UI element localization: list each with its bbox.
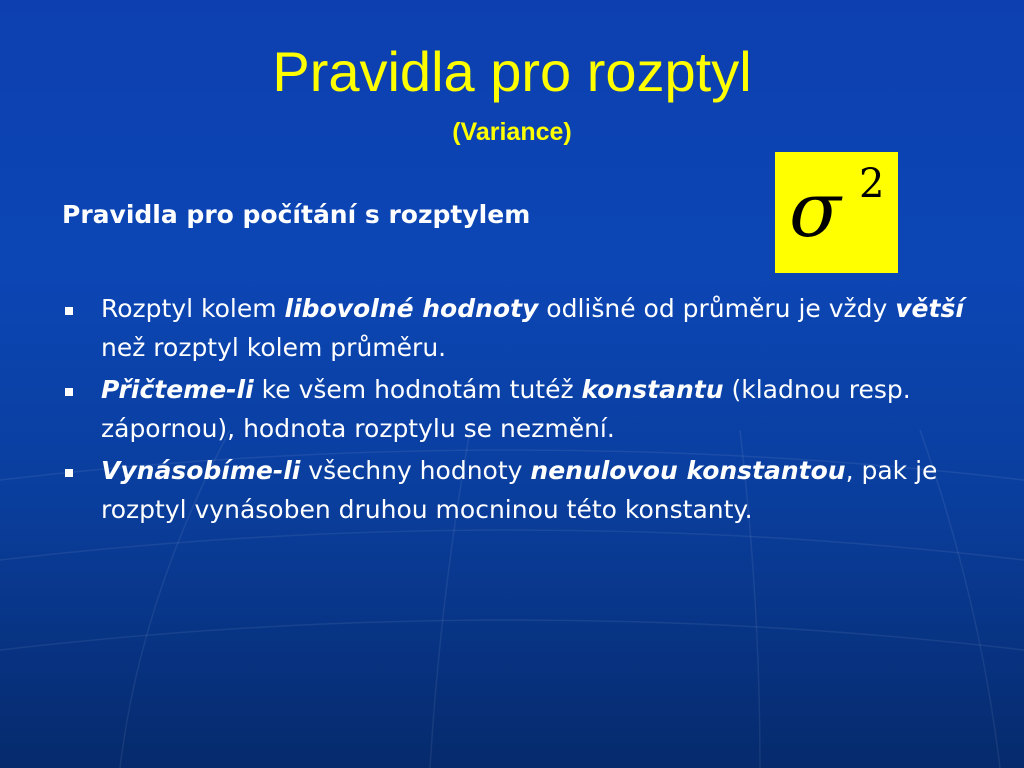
bullet-emphasis: libovolné hodnoty [284,294,539,323]
slide-subtitle: (Variance) [452,118,572,146]
square-bullet-icon [65,307,73,315]
bullet-item [62,371,982,448]
bullet-list [62,290,982,533]
bullet-emphasis: konstantu [581,375,724,404]
bullet-text: (kladnou resp. zápornou), hodnota rozptylu se nezmění. [101,375,911,443]
exponent-two: 2 [859,161,885,207]
square-bullet-icon [65,469,73,477]
square-bullet-icon [65,388,73,396]
bullet-text: než rozptyl kolem průměru. [101,332,447,362]
bullet-emphasis: Přičteme-li [101,375,254,404]
bullet-text: všechny hodnoty [300,456,531,485]
section-heading: Pravidla pro počítání s rozptylem [62,200,531,229]
bullet-text: Rozptyl kolem [101,294,285,323]
bullet-emphasis: Vynásobíme-li [101,456,301,485]
bullet-text: ke všem hodnotám tutéž [253,375,582,404]
bullet-emphasis: větší [895,294,964,323]
sigma-symbol: σ [789,165,841,254]
bullet-item [62,452,982,529]
slide-title: Pravidla pro rozptyl [272,40,752,103]
sigma-squared-formula [775,152,898,273]
bullet-text: , pak je rozptyl vynásoben druhou mocninou této konstanty. [101,456,938,524]
bullet-emphasis: nenulovou konstantou [530,456,846,485]
bullet-item [62,290,982,367]
bullet-text: odlišné od průměru je vždy [538,294,896,323]
